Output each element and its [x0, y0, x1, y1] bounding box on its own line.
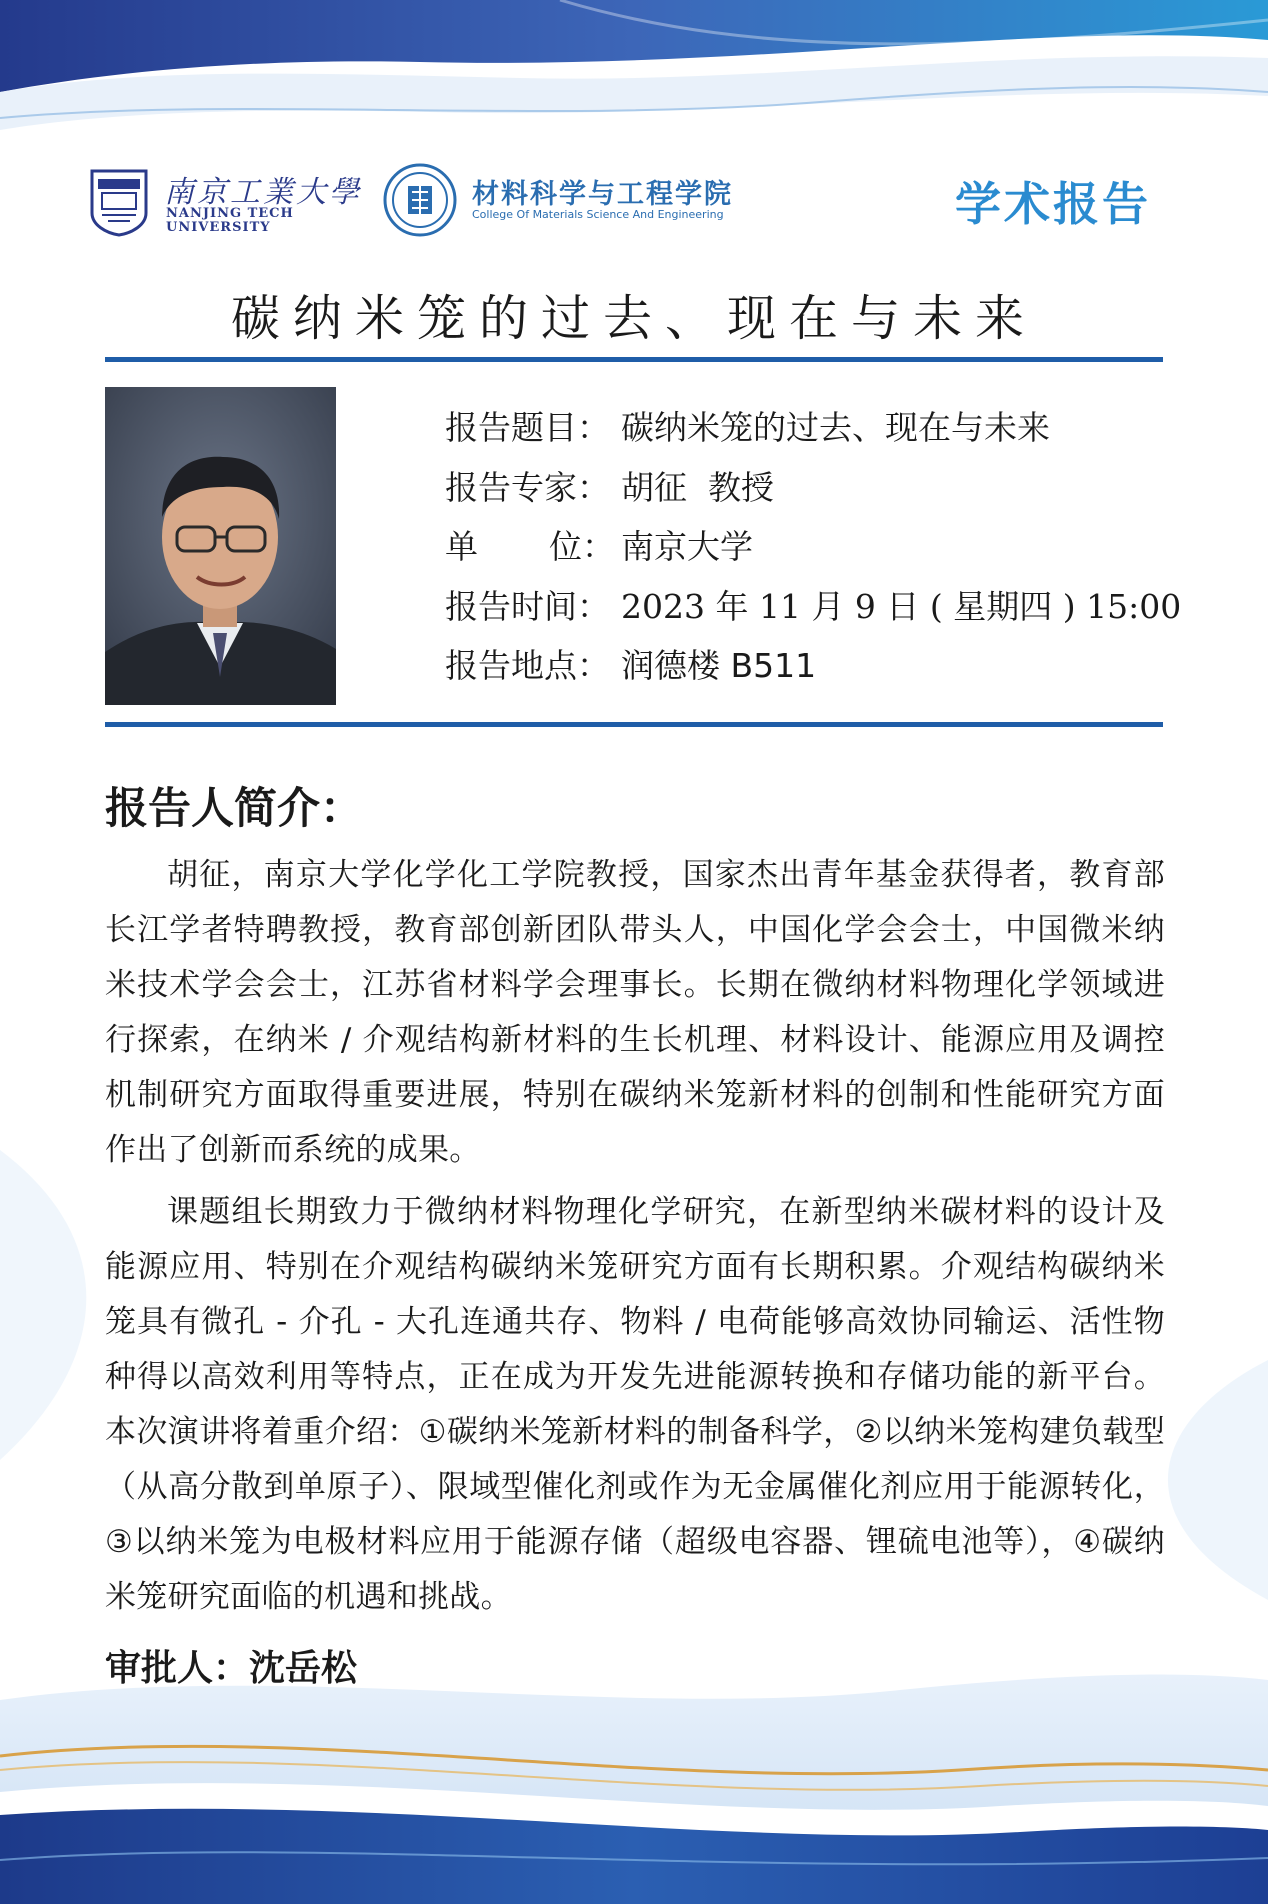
divider-middle: [105, 722, 1163, 727]
bio-text: [105, 848, 1165, 1632]
academic-report-badge: 学术报告: [955, 177, 1151, 231]
info-value-speaker: 胡征 教授: [621, 467, 774, 507]
info-label-affiliation-a: 单: [445, 527, 478, 566]
info-label-topic: 报告题目：: [445, 408, 610, 447]
info-label-speaker: 报告专家：: [445, 467, 610, 507]
university-name-en: [166, 207, 294, 235]
info-value-topic: 碳纳米笼的过去、现在与未来: [621, 408, 1050, 447]
info-label-affiliation-b: 位：: [549, 527, 615, 566]
university-name-en-line2: UNIVERSITY: [166, 220, 271, 235]
bio-heading: 报告人简介：: [105, 784, 363, 834]
info-label-affiliation: [445, 517, 621, 577]
approver: 审批人：沈岳松: [105, 1648, 358, 1689]
info-row-location: [445, 636, 1205, 696]
university-crest-icon: [88, 165, 150, 237]
speaker-photo: [105, 387, 336, 705]
info-label-time: 报告时间：: [445, 586, 610, 626]
info-value-time: 2023 年 11 月 9 日 ( 星期四 ) 15:00: [621, 586, 1182, 626]
college-name-cn: 材料科学与工程学院: [472, 179, 733, 210]
bio-paragraph-2: 课题组长期致力于微纳材料物理化学研究，在新型纳米碳材料的设计及能源应用、特别在介观结构碳纳米笼研究方面有长期积累。介观结构碳纳米笼具有微孔 - 介孔 - 大孔连通共存、物料 / 电荷能够高效协同输运、活性物种得以高效利用等特点，正在成为开发先进能源转换和存储功能的新平台。本次演讲将着重介绍：①碳纳米笼新材料的制备科学，②以纳米笼构建负载型（从高分散到单原子）、限域型催化剂或作为无金属催化剂应用于能源转化，③以纳米笼为电极材料应用于能源存储（超级电容器、锂硫电池等），④碳纳米笼研究面临的机遇和挑战。: [105, 1194, 1165, 1615]
speaker-portrait: [105, 387, 336, 705]
college-logo: [382, 160, 742, 240]
report-info: [445, 398, 1205, 696]
bio-paragraph-1: 胡征，南京大学化学化工学院教授，国家杰出青年基金获得者，教育部长江学者特聘教授，教育部创新团队带头人，中国化学会会士，中国微米纳米技术学会会士，江苏省材料学会理事长。长期在微纳材料物理化学领域进行探索，在纳米 / 介观结构新材料的生长机理、材料设计、能源应用及调控机制研究方面取得重要进展，特别在碳纳米笼新材料的创制和性能研究方面作出了创新而系统的成果。: [105, 857, 1165, 1168]
njtech-logo: [88, 165, 362, 240]
university-name-en-line1: NANJING TECH: [166, 206, 294, 221]
divider-top: [105, 357, 1163, 362]
college-name-en: College Of Materials Science And Engineering: [472, 208, 724, 221]
university-name-cn: 南京工業大學: [164, 175, 362, 210]
info-row-speaker: [445, 458, 1205, 518]
page-title: 碳纳米笼的过去、现在与未来: [230, 290, 1037, 347]
info-row-time: [445, 577, 1205, 637]
info-value-affiliation: 南京大学: [621, 527, 753, 566]
info-value-location: 润德楼 B511: [621, 646, 817, 685]
info-label-location: 报告地点：: [445, 646, 610, 685]
college-emblem-icon: [382, 162, 458, 238]
info-row-topic: [445, 398, 1205, 458]
info-row-affiliation: [445, 517, 1205, 577]
